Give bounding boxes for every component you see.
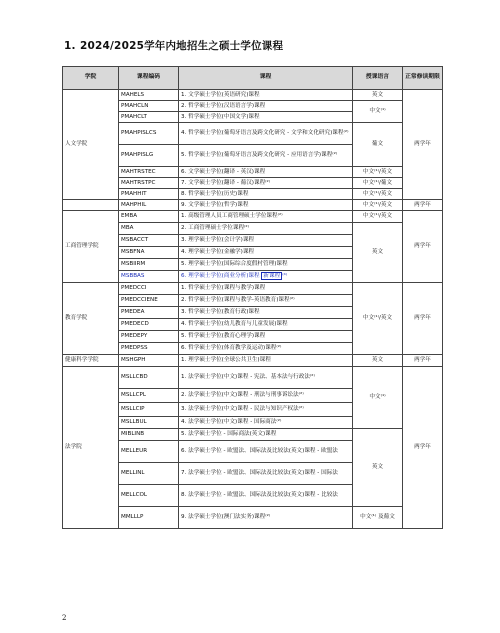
- code-cell: PMEDCCI: [119, 283, 179, 295]
- language-cell: 中文⁽¹⁾: [353, 367, 403, 429]
- course-cell: 3. 哲学硕士学位(中国文学)课程: [179, 112, 353, 123]
- code-cell: PMAHPISLG: [119, 145, 179, 167]
- course-cell: 3. 哲学硕士学位(教育行政)课程: [179, 307, 353, 319]
- header-code: 课程编码: [119, 67, 179, 90]
- language-cell: 英文: [353, 223, 403, 283]
- code-cell: MAHELS: [119, 90, 179, 101]
- language-cell: 中文⁽¹⁾/英文: [353, 211, 403, 223]
- faculty-cell: 人文学院: [63, 90, 119, 200]
- code-cell: PMAHPISLCS: [119, 123, 179, 145]
- language-cell: 葡文: [353, 123, 403, 167]
- course-cell: 8. 哲学硕士学位(历史)课程: [179, 189, 353, 200]
- header-course: 课程: [179, 67, 353, 90]
- course-cell: 4. 哲学硕士学位(葡萄牙语言及跨文化研究 - 文学和文化研究)课程⁽²⁾: [179, 123, 353, 145]
- duration-cell: 两学年: [403, 200, 443, 211]
- course-cell: 5. 哲学硕士学位(葡萄牙语言及跨文化研究 - 应用语言学)课程⁽²⁾: [179, 145, 353, 167]
- code-cell-new: MSBBAS: [119, 271, 179, 283]
- courses-table: [62, 66, 443, 529]
- course-cell: 1. 法学硕士学位(中文)课程 - 宪法、基本法与行政法⁽²⁾: [179, 367, 353, 389]
- table-header-row: [63, 67, 443, 90]
- duration-cell: 两学年: [403, 283, 443, 355]
- course-cell: 1. 理学硕士学位(全球公共卫生)课程: [179, 355, 353, 367]
- course-cell: 3. 法学硕士学位(中文)课程 - 民法与知识产权法⁽²⁾: [179, 403, 353, 417]
- course-cell: 6. 文学硕士学位(翻译 - 英汉)课程: [179, 167, 353, 178]
- course-cell: 2. 哲学硕士学位(课程与教学-英语教育)课程⁽²⁾: [179, 295, 353, 307]
- course-cell: 2. 工商管理硕士学位课程⁽²⁾: [179, 223, 353, 235]
- language-cell: 中文⁽¹⁾/葡文: [353, 178, 403, 189]
- code-cell: MSBACCT: [119, 235, 179, 247]
- table-row: [63, 367, 443, 389]
- code-cell: PMEDEA: [119, 307, 179, 319]
- course-cell-new: [179, 271, 353, 283]
- header-language: 授课语言: [353, 67, 403, 90]
- code-cell: PMEDECD: [119, 319, 179, 331]
- language-cell: 中文⁽¹⁾: [353, 101, 403, 123]
- code-cell: MSBIIRM: [119, 259, 179, 271]
- language-cell: 中文⁽¹⁾/英文: [353, 167, 403, 178]
- table-row: [63, 167, 443, 178]
- course-cell: 5. 哲学硕士学位(教育心理学)课程: [179, 331, 353, 343]
- course-cell: 6. 哲学硕士学位(体育教学及运动)课程⁽²⁾: [179, 343, 353, 355]
- faculty-cell: [63, 200, 119, 211]
- course-cell: 5. 理学硕士学位(国际综合度假村管理)课程: [179, 259, 353, 271]
- language-cell: 英文: [353, 355, 403, 367]
- code-cell: PMEDCCIENE: [119, 295, 179, 307]
- table-row: [63, 211, 443, 223]
- course-label: 6. 理学硕士学位(商业分析)课程: [181, 273, 260, 279]
- code-cell: PMAHCLT: [119, 112, 179, 123]
- table-row: [63, 283, 443, 295]
- code-cell: MSLLCBD: [119, 367, 179, 389]
- code-cell: MSLLCIP: [119, 403, 179, 417]
- course-cell: 4. 哲学硕士学位(幼儿教育与儿童发展)课程: [179, 319, 353, 331]
- course-cell: 1. 哲学硕士学位(课程与教学)课程: [179, 283, 353, 295]
- table-row: [63, 223, 443, 235]
- language-cell: 中文⁽¹⁾/英文: [353, 200, 403, 211]
- code-cell: MAHPHIL: [119, 200, 179, 211]
- course-cell: 7. 法学硕士学位 - 欧盟法、国际法及比较法(英文)课程 - 国际法: [179, 463, 353, 485]
- code-cell: PMAHHIT: [119, 189, 179, 200]
- course-cell: 2. 法学硕士学位(中文)课程 - 刑法与刑事诉讼法⁽²⁾: [179, 389, 353, 403]
- language-cell: 中文⁽¹⁾/英文: [353, 283, 403, 355]
- faculty-cell: 法学院: [63, 367, 119, 529]
- course-cell: 8. 法学硕士学位 - 欧盟法、国际法及比较法(英文)课程 - 比较法: [179, 485, 353, 507]
- header-faculty: 学院: [63, 67, 119, 90]
- faculty-cell: 教育学院: [63, 283, 119, 355]
- course-cell: 9. 法学硕士学位(澳门法实务)课程⁽²⁾: [179, 507, 353, 529]
- duration-cell: 两学年: [403, 211, 443, 283]
- table-row: [63, 101, 443, 112]
- duration-cell: 两学年: [403, 367, 443, 529]
- code-cell: MSLLCPL: [119, 389, 179, 403]
- code-cell: EMBA: [119, 211, 179, 223]
- course-cell: 7. 文学硕士学位(翻译 - 葡汉)课程⁽²⁾: [179, 178, 353, 189]
- new-course-tag: 新课程: [263, 273, 281, 279]
- page-number: 2: [62, 614, 67, 622]
- section-number: 1.: [64, 40, 76, 52]
- table-row: [63, 90, 443, 101]
- table-row: [63, 507, 443, 529]
- section-title: 2024/2025学年内地招生之硕士学位课程: [80, 40, 284, 52]
- code-cell: MELLCOL: [119, 485, 179, 507]
- course-cell: 4. 理学硕士学位(金融学)课程: [179, 247, 353, 259]
- course-cell: 1. 高级管理人员工商管理硕士学位课程⁽²⁾: [179, 211, 353, 223]
- code-cell: MSHGPH: [119, 355, 179, 367]
- faculty-cell: 工商管理学院: [63, 211, 119, 283]
- course-cell: 2. 哲学硕士学位(汉语语言学)课程: [179, 101, 353, 112]
- course-cell: 6. 法学硕士学位 - 欧盟法、国际法及比较法(英文)课程 - 欧盟法: [179, 441, 353, 463]
- table-row: [63, 429, 443, 441]
- course-cell: 4. 法学硕士学位(中文)课程 - 国际商法⁽²⁾: [179, 417, 353, 429]
- new-course-note: ⁽⁴⁾: [282, 273, 288, 279]
- table-row: [63, 355, 443, 367]
- code-cell: MELLEUR: [119, 441, 179, 463]
- duration-cell: 两学年: [403, 90, 443, 200]
- code-cell: MMLLLP: [119, 507, 179, 529]
- course-cell: 3. 理学硕士学位(会计学)课程: [179, 235, 353, 247]
- language-cell: 英文: [353, 429, 403, 507]
- code-cell: PMEDPSS: [119, 343, 179, 355]
- duration-cell: 两学年: [403, 355, 443, 367]
- course-cell: 5. 法学硕士学位 - 国际商法(英文)课程: [179, 429, 353, 441]
- table-row: [63, 200, 443, 211]
- header-duration: 正常修读期限: [403, 67, 443, 90]
- code-cell: PMAHCLN: [119, 101, 179, 112]
- section-heading: [64, 38, 283, 53]
- table-row: [63, 123, 443, 145]
- table-row: [63, 178, 443, 189]
- code-cell: MBA: [119, 223, 179, 235]
- code-cell: MSLLBUL: [119, 417, 179, 429]
- code-cell: PMEDEPY: [119, 331, 179, 343]
- code-cell: MIBLINB: [119, 429, 179, 441]
- course-cell: 1. 文学硕士学位(英语研究)课程: [179, 90, 353, 101]
- code-cell: MSBFNA: [119, 247, 179, 259]
- language-cell: 中文⁽¹⁾ 及葡文: [353, 507, 403, 529]
- table-row: [63, 189, 443, 200]
- code-cell: MAHTRSTEC: [119, 167, 179, 178]
- language-cell: 英文: [353, 90, 403, 101]
- language-cell: 中文⁽¹⁾/英文: [353, 189, 403, 200]
- faculty-cell: 健康科学学院: [63, 355, 119, 367]
- code-cell: MAHTRSTPC: [119, 178, 179, 189]
- code-cell: MELLINL: [119, 463, 179, 485]
- course-cell: 9. 文学硕士学位(哲学)课程: [179, 200, 353, 211]
